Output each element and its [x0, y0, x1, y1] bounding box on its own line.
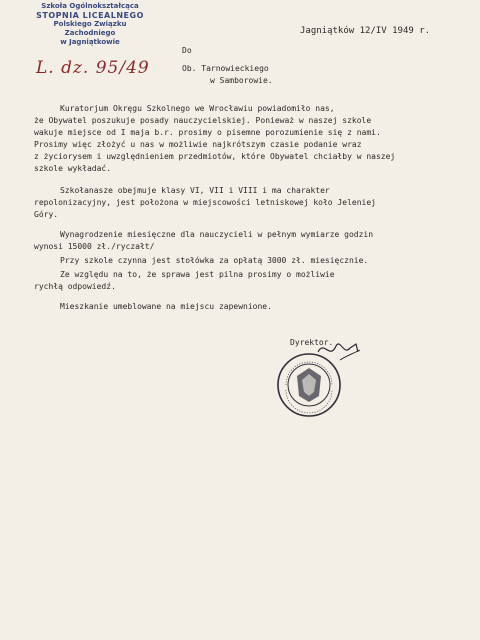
closing-title: Dyrektor. [290, 338, 334, 347]
date-line: Jagniątków 12/IV 1949 r. [300, 26, 431, 36]
official-round-seal [276, 352, 342, 418]
body-line: Kuratorjum Okręgu Szkolnego we Wrocławiu powiadomiło nas, [60, 104, 335, 113]
stamp-line-4: w Jagniątkowie [60, 38, 120, 46]
addressee-place: w Samborowie. [210, 76, 273, 85]
body-line: Szkołanasze obejmuje klasy VI, VII i VIII i ma charakter [60, 186, 330, 195]
body-line: Prosimy więc złożyć u nas w możliwie najkrótszym czasie podanie wraz [34, 140, 362, 149]
stamp-line-2: STOPNIA LICEALNEGO [36, 11, 144, 20]
body-line: wakuje miejsce od I maja b.r. prosimy o pisemne porozumienie się z nami. [34, 128, 381, 137]
body-line: szkole wykładać. [34, 164, 112, 173]
body-line: Góry. [34, 210, 59, 219]
body-line: Wynagrodzenie miesięczne dla nauczycieli w pełnym wymiarze godzin [60, 230, 374, 239]
reference-number: L. dz. 95/49 [36, 58, 150, 78]
body-line: z życiorysem i uwzględnieniem przedmiotów, które Obywatel chciałby w naszej [34, 152, 396, 161]
stamp-line-1: Szkoła Ogólnokształcąca [41, 2, 139, 10]
body-line: repolonizacyjny, jest położona w miejscowości letniskowej koło Jeleniej [34, 198, 376, 207]
body-line: Mieszkanie umeblowane na miejscu zapewnione. [60, 302, 272, 311]
body-line: Przy szkole czynna jest stołówka za opłatą 3000 zł. miesięcznie. [60, 256, 369, 265]
to-label: Do [182, 46, 192, 55]
addressee-name: Ob. Tarnowieckiego [182, 64, 269, 73]
body-line: Ze względu na to, że sprawa jest pilna prosimy o możliwie [60, 270, 335, 279]
body-line: rychłą odpowiedź. [34, 282, 116, 291]
body-line: wynosi 15000 zł./ryczałt/ [34, 242, 155, 251]
stamp-line-3: Polskiego Związku Zachodniego [53, 20, 127, 37]
body-line: że Obywatel poszukuje posady nauczycielskiej. Ponieważ w naszej szkole [34, 116, 372, 125]
